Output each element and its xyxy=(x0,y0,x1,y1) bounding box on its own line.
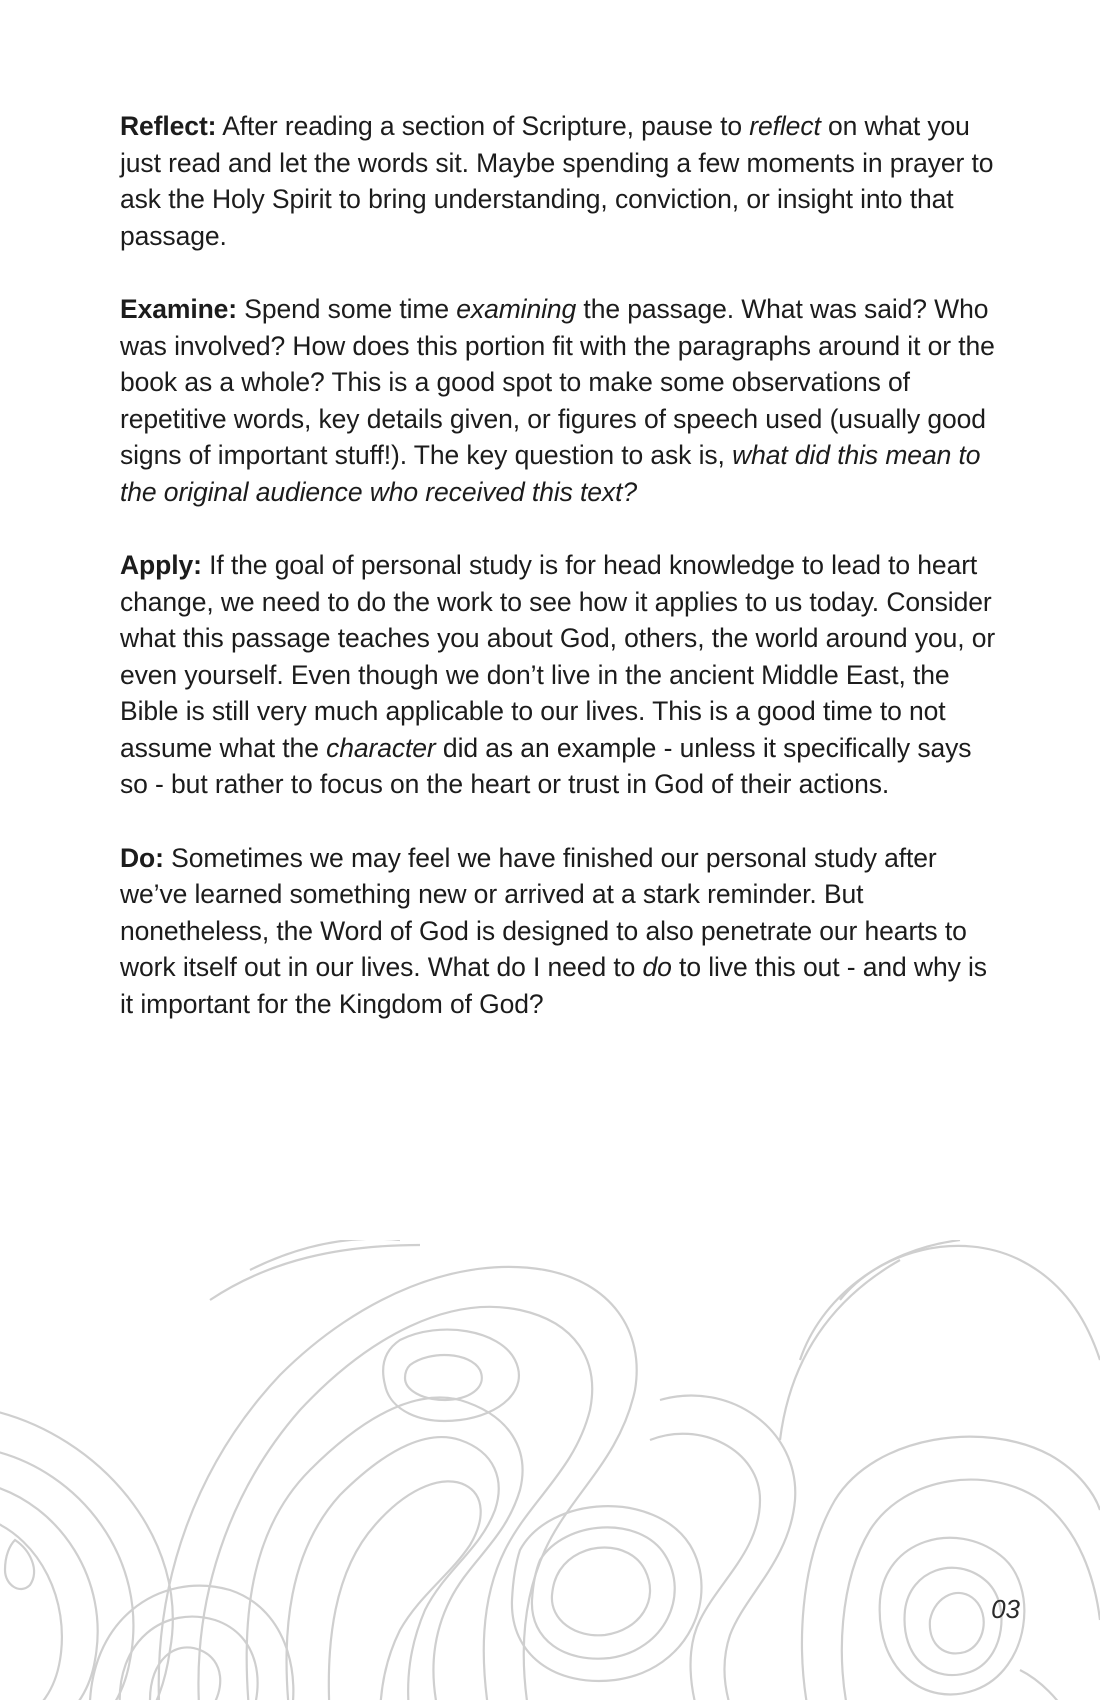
section-text: the passage. What was said? Who was involved? How does this portion fit with the paragraphs around it or the book as a whole? This is a good spot to make some observations of repetitive words, key details given, or figures of speech used (usually good signs of important stuff!). The key question to ask is, xyxy=(120,294,995,470)
section-heading: Examine: xyxy=(120,294,238,324)
section-text: on what you just read and let the words sit. Maybe spending a few moments in prayer to ask the Holy Spirit to bring understanding, conviction, or insight into that passage. xyxy=(120,111,994,251)
section-text: Sometimes we may feel we have finished our personal study after we’ve learned something new or arrived at a stark reminder. But nonetheless, the Word of God is designed to also penetrate our hearts to work itself out in our lives. What do I need to xyxy=(120,842,967,982)
section-do xyxy=(120,840,1000,1023)
emphasis-text: examining xyxy=(456,294,577,324)
section-text: After reading a section of Scripture, pause to xyxy=(216,111,750,141)
section-text: to live this out - and why is it important for the Kingdom of God? xyxy=(120,952,987,1019)
emphasis-text: what did this mean to the original audience who received this text? xyxy=(120,440,981,507)
topographic-contour-icon xyxy=(0,1240,1100,1700)
body-text xyxy=(120,108,1000,1059)
section-text: If the goal of personal study is for head knowledge to lead to heart change, we need to do the work to see how it applies to us today. Consider what this passage teaches you about God, others, the world around you, or even yourself. Even though we don’t live in the ancient Middle East, the Bible is still very much applicable to our lives. This is a good time to not assume what the xyxy=(120,550,996,763)
emphasis-text: do xyxy=(642,952,672,982)
emphasis-text: character xyxy=(326,732,436,763)
section-heading: Do: xyxy=(120,842,164,873)
section-apply xyxy=(120,547,1000,803)
page-number: 03 xyxy=(991,1594,1020,1624)
section-text: did as an example - unless it specifically says so - but rather to focus on the heart or trust in God of their actions. xyxy=(120,732,972,799)
section-reflect xyxy=(120,108,1000,254)
section-heading: Reflect: xyxy=(120,111,217,141)
section-examine xyxy=(120,291,1000,510)
section-text: Spend some time xyxy=(237,294,457,324)
section-heading: Apply: xyxy=(120,550,202,580)
emphasis-text: reflect xyxy=(749,111,821,141)
